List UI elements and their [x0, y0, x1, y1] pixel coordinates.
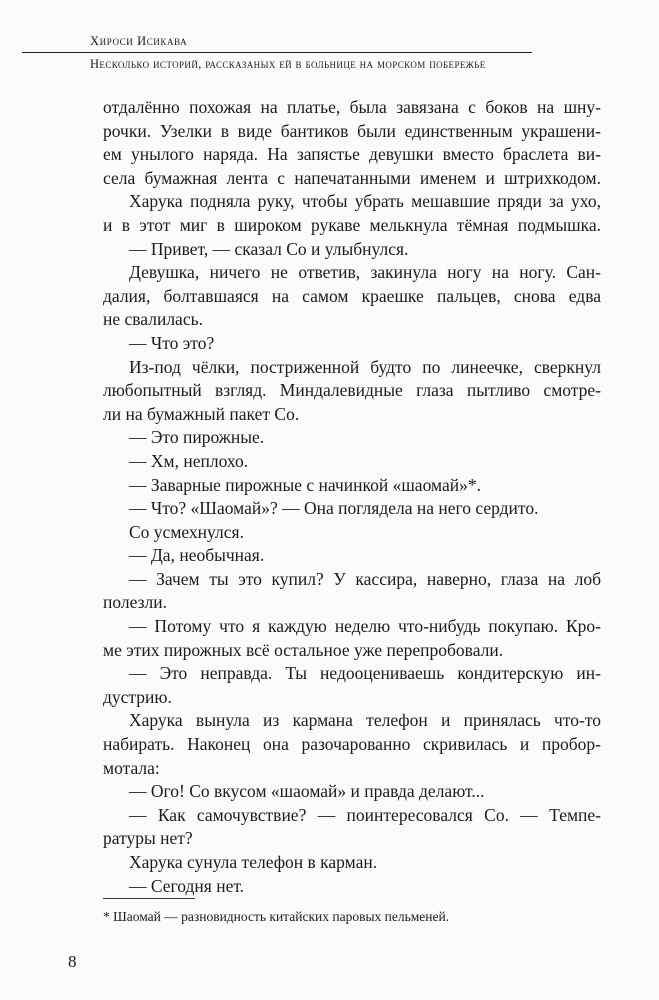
text-line: отдалённо похожая на платье, была завязана с боков на шну-	[103, 97, 601, 117]
text-line: — Что это?	[129, 332, 215, 353]
text-line: Со усмехнулся.	[129, 521, 244, 542]
text-line: села бумажная лента с напечатанными именем и штрихкодом.	[103, 167, 601, 188]
text-line: далия, болтавшаяся на самом краешке пальцев, снова едва	[103, 285, 601, 306]
text-line: Харука подняла руку, чтобы убрать мешавшие пряди за ухо,	[129, 191, 601, 212]
footnote-rule	[103, 898, 195, 899]
text-line: Харука сунула телефон в карман.	[129, 852, 378, 872]
text-line: дустрию.	[103, 686, 172, 707]
text-line: Из-под чёлки, постриженной будто по линеечке, сверкнул	[129, 356, 601, 377]
text-line: — Это пирожные.	[129, 427, 265, 448]
running-header-title: Несколько историй, рассказаных ей в больнице на морском побережье	[90, 57, 486, 71]
text-line: ратуры нет?	[103, 828, 193, 849]
text-line: не свалилась.	[103, 309, 203, 330]
header-rule	[22, 52, 532, 53]
text-line: и в этот миг в широком рукаве мелькнула тёмная подмышка.	[103, 214, 601, 235]
text-line: — Как самочувствие? — поинтересовался Со. — Темпе-	[129, 804, 601, 825]
text-line: Харука вынула из кармана телефон и принялась что-то	[129, 710, 601, 731]
text-line: Девушка, ничего не ответив, закинула ногу на ногу. Сан-	[129, 262, 601, 283]
text-line: ме этих пирожных всё остальное уже перепробовали.	[103, 639, 504, 660]
text-line: рочки. Узелки в виде бантиков были единственным украшени-	[103, 120, 601, 141]
text-line: — Это неправда. Ты недооцениваешь кондитерскую ин-	[129, 663, 601, 684]
text-line: — Ого! Со вкусом «шаомай» и правда делают...	[129, 781, 485, 802]
footnote: * Шаомай — разновидность китайских паровых пельменей.	[103, 909, 450, 924]
text-line: — Зачем ты это купил? У кассира, наверно, глаза на лоб	[129, 568, 601, 589]
text-line: полезли.	[103, 592, 167, 613]
text-line: — Что? «Шаомай»? — Она поглядела на него сердито.	[129, 498, 539, 519]
text-line: мотала:	[103, 757, 160, 778]
text-line: любопытный взгляд. Миндалевидные глаза пытливо смотре-	[103, 380, 601, 401]
page-number: 8	[68, 952, 77, 971]
text-line: — Привет, — сказал Со и улыбнулся.	[129, 238, 409, 259]
text-line: ем унылого наряда. На запястье девушки вместо браслета ви-	[103, 144, 601, 165]
text-line: ли на бумажный пакет Со.	[103, 403, 300, 424]
text-line: — Хм, неплохо.	[129, 450, 249, 471]
body-text	[103, 96, 601, 898]
text-line: набирать. Наконец она разочарованно скривилась и пробор-	[103, 734, 601, 755]
text-line: — Заварные пирожные с начинкой «шаомай»*.	[129, 474, 481, 495]
text-line: — Сегодня нет.	[129, 875, 245, 896]
text-line: — Да, необычная.	[129, 545, 265, 566]
running-header-author: Хироси Исикава	[90, 34, 188, 48]
text-line: — Потому что я каждую неделю что-нибудь покупаю. Кро-	[129, 616, 601, 637]
